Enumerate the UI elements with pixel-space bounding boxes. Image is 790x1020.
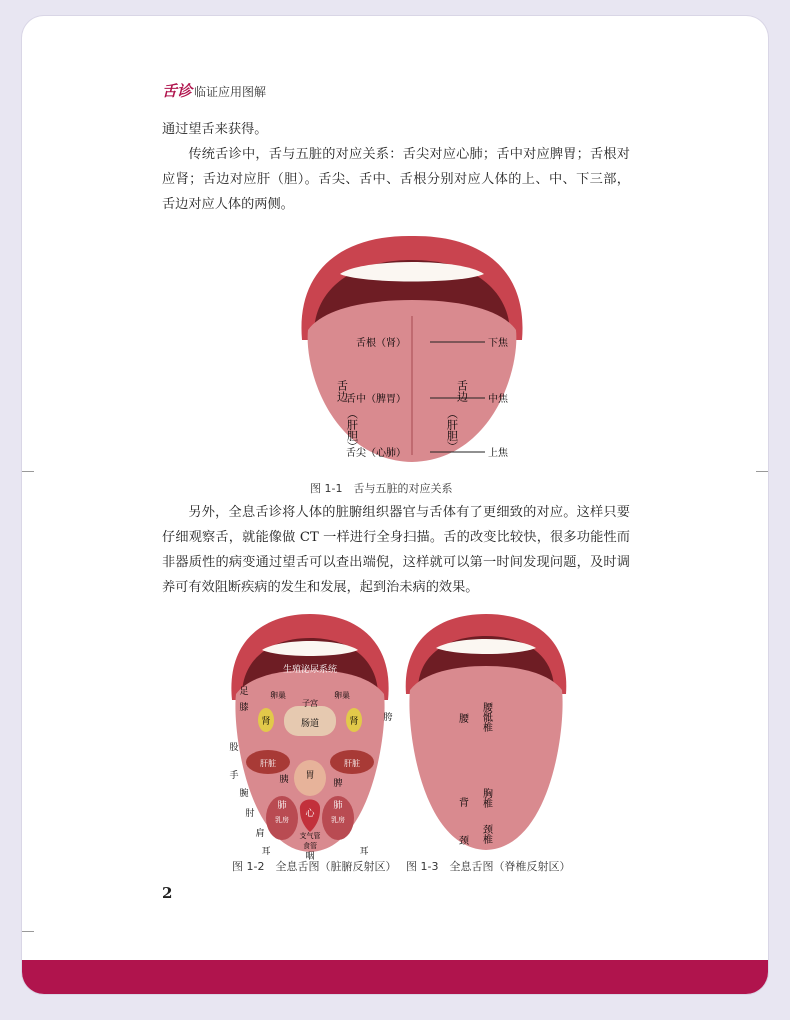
thigh-label: 股 bbox=[229, 743, 239, 753]
ovary-left-label: 卵巢 bbox=[270, 691, 286, 700]
book-title: 临证应用图解 bbox=[194, 85, 267, 99]
cervical-label: 颈椎 bbox=[480, 824, 492, 844]
right-edge-organ-label: （肝胆） bbox=[445, 408, 459, 452]
waist-label: 腰 bbox=[459, 714, 469, 725]
middle-label: 舌中（脾胃） bbox=[346, 394, 406, 405]
kidney-right-label: 肾 bbox=[349, 717, 359, 727]
page-number: 2 bbox=[162, 884, 173, 902]
hip-label: 胯 bbox=[383, 713, 393, 723]
lower-jiao-label: 下焦 bbox=[488, 338, 508, 349]
spleen-label: 脾 bbox=[333, 779, 343, 789]
figure-tongue-spine-zones bbox=[402, 610, 570, 860]
paragraph-block-1 bbox=[162, 117, 630, 217]
foot-label: 足 bbox=[239, 687, 249, 697]
thoracic-label: 胸椎 bbox=[480, 788, 492, 808]
elbow-label: 肘 bbox=[245, 809, 255, 819]
esophagus-label: 食管 bbox=[303, 842, 317, 850]
wrist-label: 腕 bbox=[239, 789, 249, 799]
stomach-label: 胃 bbox=[305, 771, 315, 781]
liver-right-label: 肝脏 bbox=[344, 759, 360, 768]
right-edge-label: 舌边 bbox=[455, 380, 469, 402]
left-edge-label: 舌边 bbox=[335, 380, 349, 402]
breast-right-label: 乳房 bbox=[331, 816, 345, 824]
throat-label: 咽 bbox=[305, 852, 315, 860]
pancreas-label: 胰 bbox=[279, 775, 289, 785]
figure-tongue-organ-zones bbox=[220, 610, 400, 860]
lumbar-sacral-label: 腰骶椎 bbox=[480, 702, 492, 732]
hand-label: 手 bbox=[229, 771, 239, 781]
figure-1-caption: 图 1-1 舌与五脏的对应关系 bbox=[310, 482, 453, 495]
book-brand: 舌诊 bbox=[162, 82, 193, 100]
lung-left-label: 肺 bbox=[277, 801, 287, 811]
ear-left-label: 耳 bbox=[261, 847, 271, 857]
figure-2-caption: 图 1-2 全息舌图（脏腑反射区） bbox=[232, 860, 397, 873]
crop-mark bbox=[22, 931, 34, 932]
left-edge-organ-label: （肝胆） bbox=[345, 408, 359, 452]
running-header bbox=[162, 80, 266, 101]
ovary-right-label: 卵巢 bbox=[334, 691, 350, 700]
knee-label: 膝 bbox=[239, 703, 249, 713]
root-label: 舌根（肾） bbox=[356, 338, 406, 349]
shoulder-label: 肩 bbox=[255, 829, 265, 839]
paragraph-block-2 bbox=[162, 500, 630, 600]
book-page bbox=[22, 16, 768, 994]
uterus-label: 子宫 bbox=[302, 699, 318, 708]
paragraph: 另外，全息舌诊将人体的脏腑组织器官与舌体有了更细致的对应。这样只要仔细观察舌，就能像做 CT 一样进行全身扫描。舌的改变比较快，很多功能性而非器质性的病变通过望舌可以查出端倪，这样就可以第一时间发现问题，及时调养可有效阻断疾病的发生和发展，起到治未病的效果。 bbox=[162, 505, 630, 595]
crop-mark bbox=[22, 471, 34, 472]
figure-tongue-organs bbox=[282, 230, 542, 480]
lung-right-label: 肺 bbox=[333, 801, 343, 811]
figure-3-caption: 图 1-3 全息舌图（脊椎反射区） bbox=[406, 860, 571, 873]
trachea-label: 支气管 bbox=[299, 832, 321, 840]
back-label: 背 bbox=[459, 798, 469, 809]
ear-right-label: 耳 bbox=[359, 847, 369, 857]
intestine-label: 肠道 bbox=[300, 719, 320, 729]
liver-left-label: 肝脏 bbox=[260, 759, 276, 768]
neck-label: 颈 bbox=[459, 836, 469, 847]
paragraph: 传统舌诊中，舌与五脏的对应关系：舌尖对应心肺；舌中对应脾胃；舌根对应肾；舌边对应肝（胆）。舌尖、舌中、舌根分别对应人体的上、中、下三部，舌边对应人体的两侧。 bbox=[162, 147, 630, 212]
footer-band bbox=[22, 960, 768, 994]
heart-label: 心 bbox=[305, 809, 315, 819]
paragraph: 通过望舌来获得。 bbox=[162, 122, 268, 137]
crop-mark bbox=[756, 471, 768, 472]
breast-left-label: 乳房 bbox=[275, 816, 289, 824]
middle-jiao-label: 中焦 bbox=[488, 394, 508, 405]
tip-label: 舌尖（心肺） bbox=[346, 448, 406, 459]
reproductive-label: 生殖泌尿系统 bbox=[282, 665, 338, 675]
kidney-left-label: 肾 bbox=[261, 717, 271, 727]
upper-jiao-label: 上焦 bbox=[488, 448, 508, 459]
